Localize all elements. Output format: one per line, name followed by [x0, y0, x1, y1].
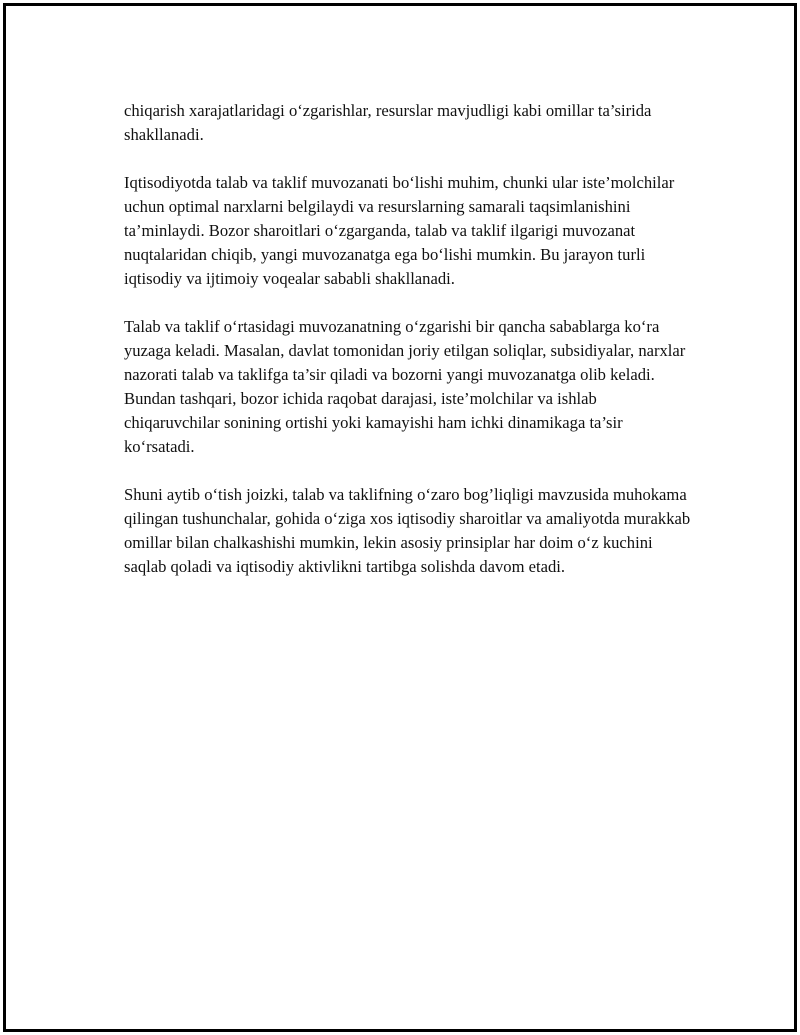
paragraph-4: Shuni aytib o‘tish joizki, talab va taklifning o‘zaro bog’liqligi mavzusida muhokama qilingan tushunchalar, gohida o‘ziga xos iqtisodiy sharoitlar va amaliyotda murakkab omillar bilan chalkashishi mumkin, lekin asosiy prinsiplar har doim o‘z kuchini saqlab qoladi va iqtisodiy aktivlikni tartibga solishda davom etadi. [124, 485, 691, 576]
page-frame [3, 3, 797, 1032]
paragraph-3: Talab va taklif o‘rtasidagi muvozanatning o‘zgarishi bir qancha sabablarga ko‘ra yuzaga keladi. Masalan, davlat tomonidan joriy etilgan soliqlar, subsidiyalar, narxlar nazorati talab va taklifga ta’sir qiladi va bozorni yangi muvozanatga olib keladi. Bundan tashqari, bozor ichida raqobat darajasi, iste’molchilar va ishlab chiqaruvchilar sonining ortishi yoki kamayishi ham ichki dinamikaga ta’sir ko‘rsatadi. [124, 317, 686, 456]
paragraph-2: Iqtisodiyotda talab va taklif muvozanati bo‘lishi muhim, chunki ular iste’molchilar uchun optimal narxlarni belgilaydi va resurslarning samarali taqsimlanishini ta’minlaydi. Bozor sharoitlari o‘zgarganda, talab va taklif ilgarigi muvozanat nuqtalaridan chiqib, yangi muvozanatga ega bo‘lishi mumkin. Bu jarayon turli iqtisodiy va ijtimoiy voqealar sababli shakllanadi. [124, 173, 675, 288]
document-body [124, 99, 694, 603]
paragraph-1: chiqarish xarajatlaridagi o‘zgarishlar, resurslar mavjudligi kabi omillar ta’sirida shakllanadi. [124, 101, 652, 144]
